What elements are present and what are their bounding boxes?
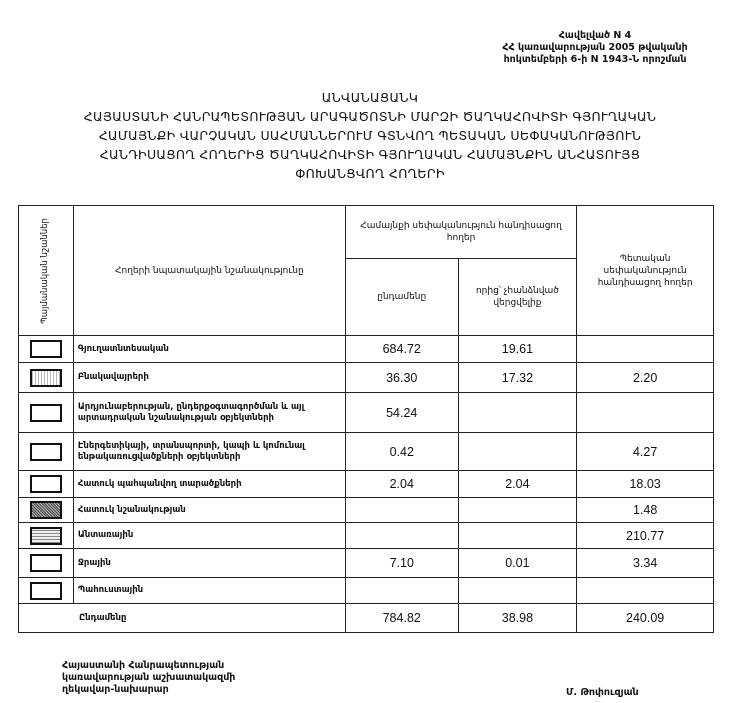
legend-symbol [19, 498, 74, 523]
table-row [19, 336, 714, 363]
row-of-which [458, 523, 577, 549]
row-total [345, 523, 458, 549]
row-state [577, 393, 714, 433]
legend-swatch-icon [30, 501, 62, 519]
totals-total: 784.82 [345, 604, 458, 633]
table-row [19, 393, 714, 433]
legend-symbol [19, 523, 74, 549]
table-row [19, 433, 714, 471]
legend-symbol [19, 433, 74, 471]
row-label: Հատուկ նշանակության [73, 498, 345, 523]
totals-of-which: 38.98 [458, 604, 577, 633]
legend-swatch-icon [30, 582, 62, 600]
row-of-which: 19.61 [458, 336, 577, 363]
legend-swatch-icon [30, 340, 62, 358]
legend-swatch-icon [30, 404, 62, 422]
legend-symbol [19, 336, 74, 363]
row-label: Պահուստային [73, 578, 345, 604]
title-line: ՀԱՄԱՅՆՔԻ ՎԱՐՉԱԿԱՆ ՍԱՀՄԱՆՆԵՐՈՒՄ ԳՏՆՎՈՂ ՊԵՏԱԿԱՆ ՍԵՓԱԿԱՆՈՒԹՅՈՒՆ [98, 128, 642, 143]
annex-line: հոկտեմբերի 6-ի N 1943-Ն որոշման [503, 54, 687, 65]
legend-symbol [19, 363, 74, 393]
title-line: ՀԱՅԱՍՏԱՆԻ ՀԱՆՐԱՊԵՏՈՒԹՅԱՆ ԱՐԱԳԱԾՈՏՆԻ ՄԱՐԶԻ ԾԱՂԿԱՀՈՎԻՏԻ ԳՅՈՒՂԱԿԱՆ [83, 109, 657, 124]
header-community: Համայնքի սեփականություն հանդիսացող հողեր [345, 206, 576, 259]
table-row [19, 471, 714, 498]
header-symbols [19, 206, 74, 336]
row-total: 2.04 [345, 471, 458, 498]
legend-symbol [19, 549, 74, 578]
legend-swatch-icon [30, 369, 62, 387]
signatory-line: Հայաստանի Հանրապետության [62, 660, 225, 671]
legend-symbol [19, 471, 74, 498]
row-total: 54.24 [345, 393, 458, 433]
row-state: 3.34 [577, 549, 714, 578]
table-row [19, 498, 714, 523]
row-state [577, 578, 714, 604]
table-row [19, 523, 714, 549]
row-total: 7.10 [345, 549, 458, 578]
table-row [19, 578, 714, 604]
row-state: 1.48 [577, 498, 714, 523]
row-state: 2.20 [577, 363, 714, 393]
header-total: ընդամենը [345, 259, 458, 336]
row-label: Էներգետիկայի, տրանսպորտի, կապի և կոմունալ ենթակառուցվածքների օբյեկտների [73, 433, 345, 471]
header-state: Պետական սեփականություն հանդիսացող հողեր [577, 206, 714, 336]
row-label: Բնակավայրերի [73, 363, 345, 393]
signatory-line: ղեկավար-նախարար [62, 684, 169, 695]
legend-swatch-icon [30, 443, 62, 461]
annex-reference [460, 30, 730, 66]
annex-line: Հավելված N 4 [558, 30, 632, 41]
land-table [18, 205, 714, 633]
row-of-which [458, 433, 577, 471]
legend-swatch-icon [30, 475, 62, 493]
row-state: 18.03 [577, 471, 714, 498]
row-total: 36.30 [345, 363, 458, 393]
legend-symbol [19, 578, 74, 604]
table-row [19, 549, 714, 578]
row-label: Անտառային [73, 523, 345, 549]
title-line: ԱՆՎԱՆԱՑԱՆԿ [321, 90, 419, 105]
row-of-which: 0.01 [458, 549, 577, 578]
header-of-which: որից՝ չհանձնված վերցվելիք [458, 259, 577, 336]
header-purpose: Հողերի նպատակային նշանակությունը [73, 206, 345, 336]
row-total [345, 498, 458, 523]
row-state: 4.27 [577, 433, 714, 471]
row-total: 684.72 [345, 336, 458, 363]
row-of-which [458, 578, 577, 604]
totals-state: 240.09 [577, 604, 714, 633]
row-label: Արդյունաբերության, ընդերքօգտագործման և այլ արտադրական նշանակության օբյեկտների [73, 393, 345, 433]
legend-swatch-icon [30, 554, 62, 572]
title-line: ՓՈԽԱՆՑՎՈՂ ՀՈՂԵՐԻ [295, 166, 445, 181]
title-line: ՀԱՆԴԻՍԱՑՈՂ ՀՈՂԵՐԻՑ ԾԱՂԿԱՀՈՎԻՏԻ ԳՅՈՒՂԱԿԱՆ ՀԱՄԱՅՆՔԻՆ ԱՆՀԱՏՈՒՅՑ [99, 147, 641, 162]
legend-symbol [19, 393, 74, 433]
row-of-which: 17.32 [458, 363, 577, 393]
annex-line: ՀՀ կառավարության 2005 թվականի [502, 42, 688, 53]
table-row [19, 363, 714, 393]
totals-row [19, 604, 714, 633]
signatory-line: կառավարության աշխատակազմի [62, 672, 236, 683]
row-label: Հատուկ պահպանվող տարածքների [73, 471, 345, 498]
row-of-which: 2.04 [458, 471, 577, 498]
row-of-which [458, 498, 577, 523]
signatory-title [62, 660, 235, 696]
row-total [345, 578, 458, 604]
row-of-which [458, 393, 577, 433]
row-state [577, 336, 714, 363]
document-title [30, 88, 710, 183]
row-state: 210.77 [577, 523, 714, 549]
row-total: 0.42 [345, 433, 458, 471]
totals-label: Ընդամենը [19, 604, 346, 633]
row-label: Ջրային [73, 549, 345, 578]
legend-swatch-icon [30, 527, 62, 545]
row-label: Գյուղատնտեսական [73, 336, 345, 363]
header-symbols-text: Պայմանական նշաններ [40, 217, 51, 324]
signatory-name: Մ. Թոփուզյան [566, 687, 639, 698]
